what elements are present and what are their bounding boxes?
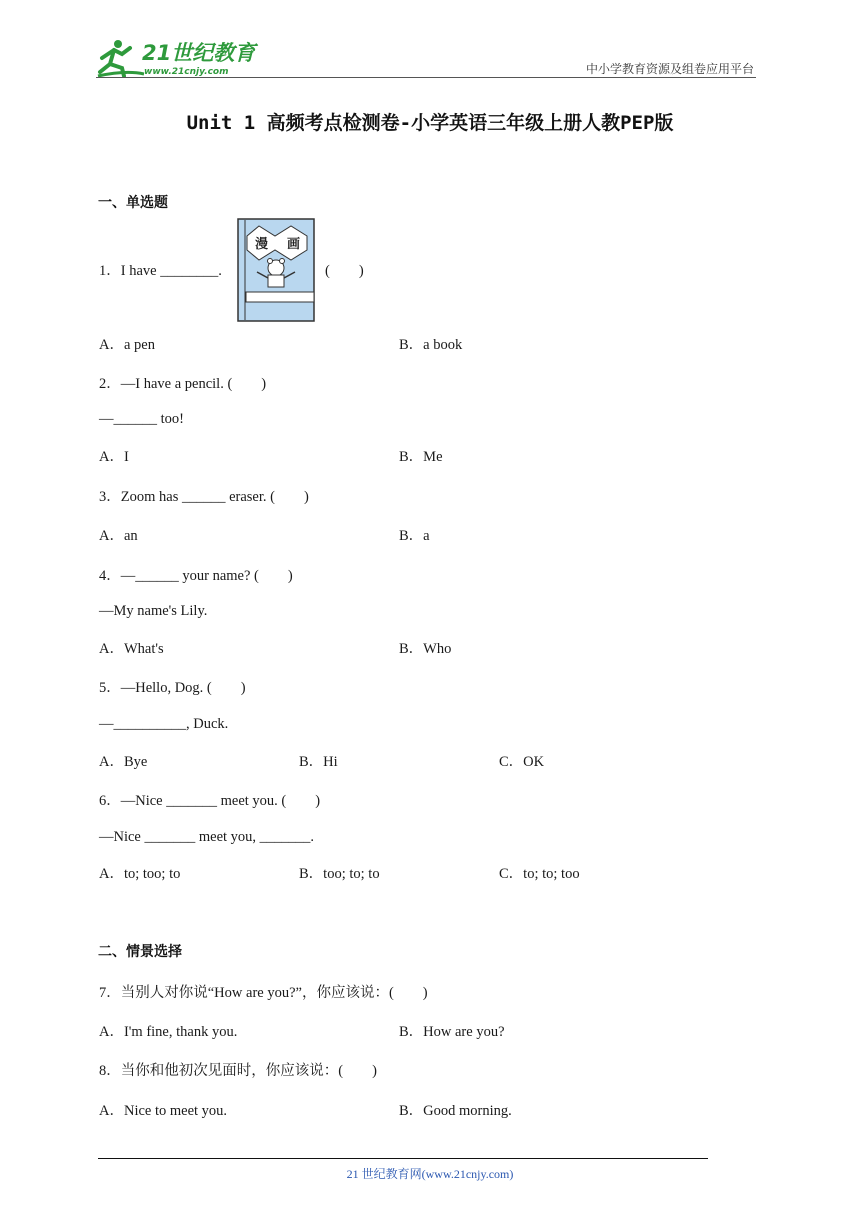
section-heading-single-choice: 一、单选题 [98,195,168,211]
logo-url: www.21cnjy.com [144,67,229,77]
question-2-option-b[interactable]: B．Me [399,449,443,465]
question-5-option-b[interactable]: B．Hi [299,754,338,770]
question-6-option-a[interactable]: A．to; too; to [99,866,181,882]
question-1-answer-blank: ( ) [325,263,364,279]
question-6-option-c[interactable]: C．to; to; too [499,866,580,882]
svg-text:漫: 漫 [255,237,269,252]
question-4-option-a[interactable]: A．What's [99,641,164,657]
question-4-response: —My name's Lily. [99,603,208,619]
question-5-option-c[interactable]: C．OK [499,754,545,770]
question-8-option-a[interactable]: A．Nice to meet you. [99,1103,228,1119]
question-7-option-a[interactable]: A．I'm fine, thank you. [99,1024,238,1040]
header-divider [96,77,756,78]
section-heading-situational-choice: 二、情景选择 [98,944,182,960]
question-2-response: —______ too! [99,411,184,427]
svg-text:画: 画 [287,237,301,252]
question-1-option-b[interactable]: B．a book [399,337,463,353]
question-1-option-a[interactable]: A．a pen [99,337,155,353]
question-5-response: —__________, Duck. [99,716,229,732]
question-3-text: 3．Zoom has ______ eraser. ( ) [99,489,309,505]
question-3-option-a[interactable]: A．an [99,528,138,544]
question-5-option-a[interactable]: A．Bye [99,754,148,770]
site-logo [96,36,266,80]
question-2-option-a[interactable]: A．I [99,449,129,465]
question-5-text: 5．—Hello, Dog. ( ) [99,680,246,696]
header-platform-text: 中小学教育资源及组卷应用平台 [585,62,754,76]
page-title: Unit 1 高频考点检测卷-小学英语三年级上册人教PEP版 [186,112,674,134]
question-7-text: 7．当别人对你说“How are you?”，你应该说：( ) [99,985,428,1001]
question-1-text: 1．I have ________. [99,263,222,279]
question-3-option-b[interactable]: B．a [399,528,430,544]
comic-book-image [237,218,315,322]
question-6-text: 6．—Nice _______ meet you. ( ) [99,793,321,809]
question-4-text: 4．—______ your name? ( ) [99,568,293,584]
question-8-option-b[interactable]: B．Good morning. [399,1103,512,1119]
question-7-option-b[interactable]: B．How are you? [399,1024,505,1040]
question-4-option-b[interactable]: B．Who [399,641,452,657]
question-6-response: —Nice _______ meet you, _______. [99,829,315,845]
logo-text: 21世纪教育 [142,41,256,65]
question-2-text: 2．—I have a pencil. ( ) [99,376,267,392]
footer-divider [98,1158,708,1159]
footer-link[interactable]: 21 世纪教育网(www.21cnjy.com) [346,1167,514,1181]
question-8-text: 8．当你和他初次见面时，你应该说：( ) [99,1063,377,1079]
question-6-option-b[interactable]: B．too; to; to [299,866,380,882]
